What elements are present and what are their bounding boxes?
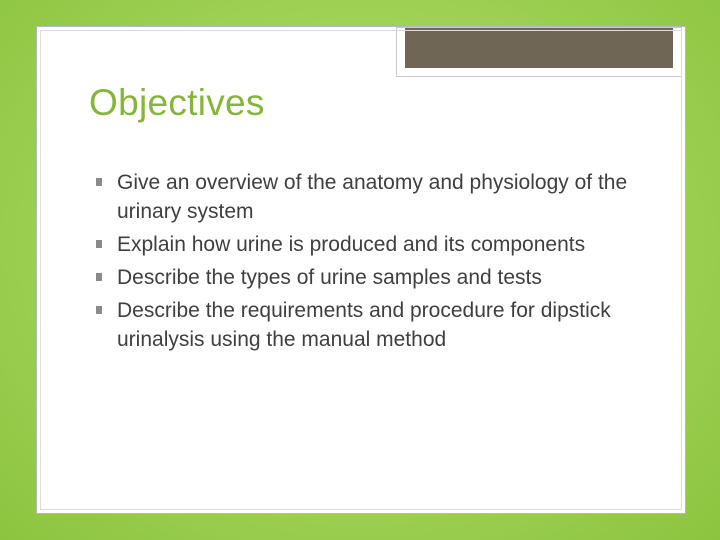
square-bullet-icon bbox=[96, 240, 102, 248]
decorative-tab bbox=[396, 27, 682, 77]
bullet-item bbox=[91, 230, 651, 259]
bullet-text: Give an overview of the anatomy and physiology of the urinary system bbox=[117, 171, 628, 223]
bullet-text: Describe the requirements and procedure for dipstick urinalysis using the manual method bbox=[117, 299, 611, 351]
bullet-list bbox=[91, 168, 651, 358]
square-bullet-icon bbox=[96, 306, 102, 314]
bullet-text: Explain how urine is produced and its components bbox=[117, 233, 586, 256]
bullet-item bbox=[91, 168, 651, 226]
square-bullet-icon bbox=[96, 273, 102, 281]
bullet-item bbox=[91, 263, 651, 292]
decorative-tab-fill bbox=[405, 28, 673, 68]
bullet-item bbox=[91, 296, 651, 354]
bullet-text: Describe the types of urine samples and tests bbox=[117, 266, 542, 289]
slide-title: Objectives bbox=[89, 82, 265, 123]
square-bullet-icon bbox=[96, 178, 102, 186]
